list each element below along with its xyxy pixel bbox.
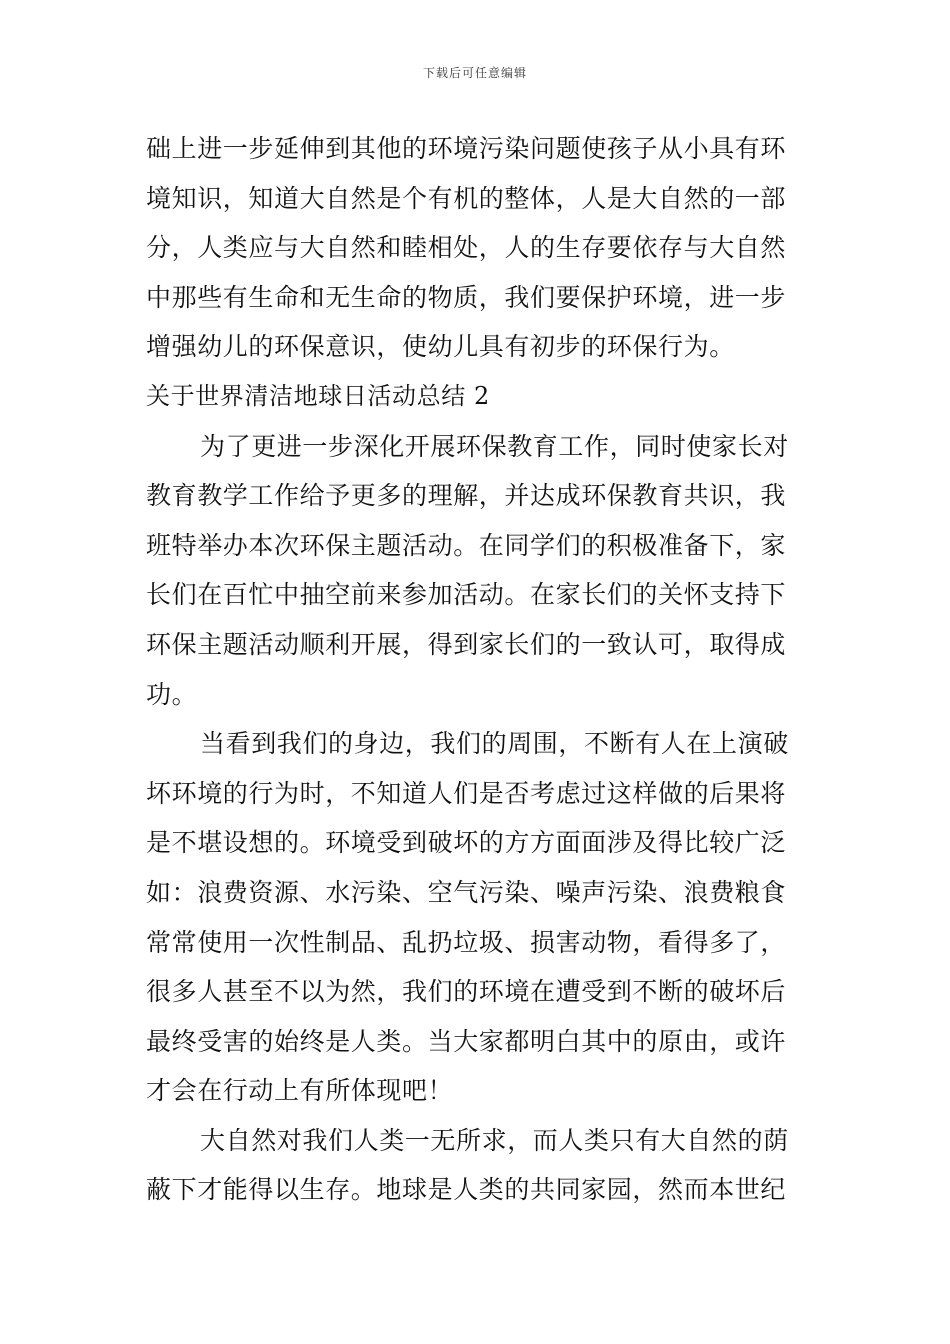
text-line: 境知识，知道大自然是个有机的整体，人是大自然的一部 xyxy=(146,183,787,213)
section-heading: 关于世界清洁地球日活动总结 2 xyxy=(146,381,490,410)
text-line: 功。 xyxy=(146,679,198,709)
text-line: 当看到我们的身边，我们的周围，不断有人在上演破 xyxy=(200,729,789,759)
text-line: 长们在百忙中抽空前来参加活动。在家长们的关怀支持下 xyxy=(146,580,787,610)
text-line: 如：浪费资源、水污染、空气污染、噪声污染、浪费粮食 xyxy=(146,877,787,907)
text-line: 中那些有生命和无生命的物质，我们要保护环境，进一步 xyxy=(146,282,787,312)
text-line: 最终受害的始终是人类。当大家都明白其中的原由，或许 xyxy=(146,1026,787,1056)
text-line: 教育教学工作给予更多的理解，并达成环保教育共识，我 xyxy=(146,481,787,511)
text-line: 是不堪设想的。环境受到破坏的方方面面涉及得比较广泛 xyxy=(146,828,787,858)
text-line: 很多人甚至不以为然，我们的环境在遭受到不断的破坏后 xyxy=(146,977,787,1007)
document-body xyxy=(146,124,806,1215)
text-line: 蔽下才能得以生存。地球是人类的共同家园，然而本世纪 xyxy=(146,1175,787,1205)
text-line: 大自然对我们人类一无所求，而人类只有大自然的荫 xyxy=(200,1125,789,1155)
text-line: 班特举办本次环保主题活动。在同学们的积极准备下，家 xyxy=(146,530,787,560)
text-line: 础上进一步延伸到其他的环境污染问题使孩子从小具有环 xyxy=(146,134,787,163)
page-header: 下载后可任意编辑 xyxy=(422,66,527,80)
text-line: 为了更进一步深化开展环保教育工作，同时使家长对 xyxy=(200,431,789,461)
text-line: 坏环境的行为时，不知道人们是否考虑过这样做的后果将 xyxy=(146,778,787,808)
text-line: 常常使用一次性制品、乱扔垃圾、损害动物，看得多了， xyxy=(146,927,787,957)
text-line: 分，人类应与大自然和睦相处，人的生存要依存与大自然 xyxy=(146,233,787,263)
text-line: 才会在行动上有所体现吧！ xyxy=(146,1076,454,1106)
text-line: 增强幼儿的环保意识，使幼儿具有初步的环保行为。 xyxy=(146,332,735,362)
text-line: 环保主题活动顺利开展，得到家长们的一致认可，取得成 xyxy=(146,629,787,659)
